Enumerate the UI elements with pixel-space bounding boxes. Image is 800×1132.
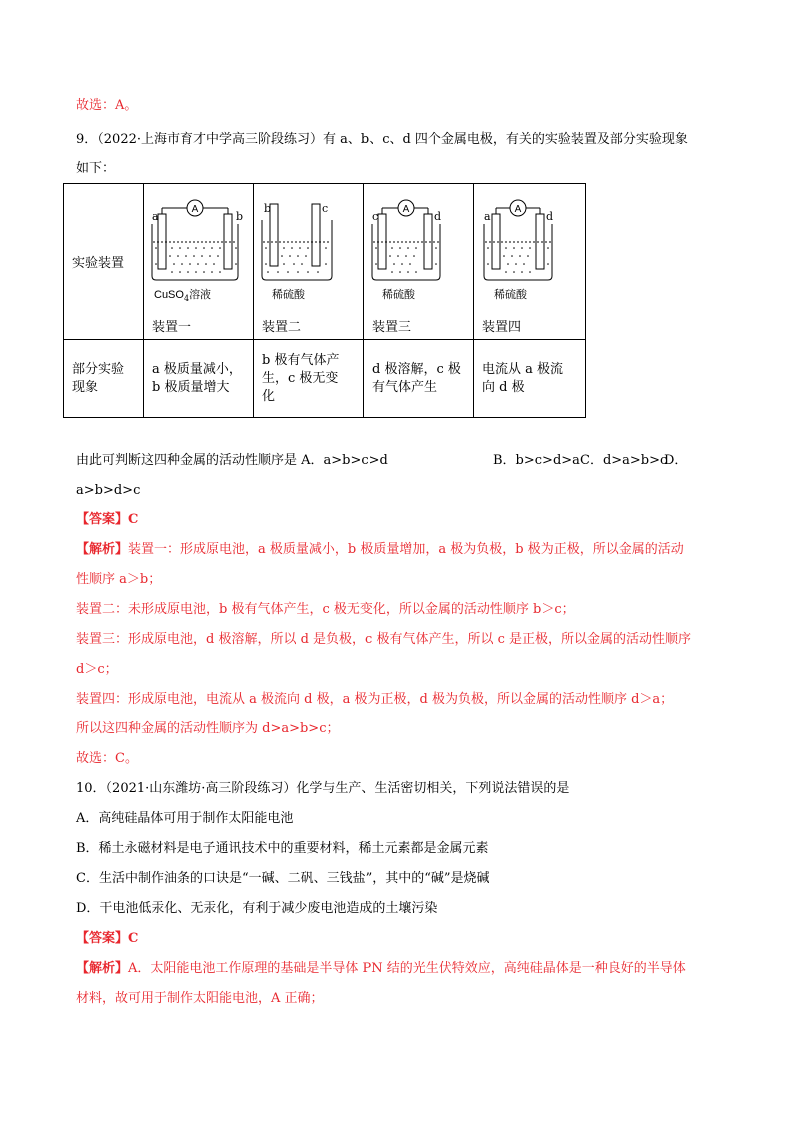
question-10-option-a: A．高纯硅晶体可用于制作太阳能电池 — [76, 811, 294, 826]
device-1-name: 装置一 — [152, 320, 192, 335]
option-d-label: D． — [664, 453, 688, 468]
device-1-left-electrode: a — [152, 210, 159, 223]
device-4-phenomenon: 电流从 a 极流 向 d 极 — [474, 340, 586, 418]
row-label-phenomena — [64, 340, 144, 418]
device-4-right-electrode: d — [546, 210, 554, 223]
analysis-9-line-3: 装置二：未形成原电池，b 极有气体产生，c 极无变化，所以金属的活动性顺序 b＞c； — [76, 602, 575, 617]
device-3-phenomenon: d 极溶解，c 极 有气体产生 — [364, 340, 474, 418]
question-10-option-b: B．稀土永磁材料是电子通讯技术中的重要材料，稀土元素都是金属元素 — [76, 841, 489, 856]
analysis-9-line-8: 故选：C。 — [76, 751, 138, 766]
analysis-9-line-4: 装置三：形成原电池，d 极溶解，所以 d 是负极，c 极有气体产生，所以 c 是正极，所以金属的活动性顺序 — [76, 632, 691, 647]
device-1-right-electrode: b — [236, 210, 244, 223]
device-4-name: 装置四 — [482, 320, 522, 335]
device-4-left-electrode: a — [484, 210, 491, 223]
row-label-phenomena-line-1: 部分实验 — [72, 361, 125, 377]
option-d-value: a>b>d>c — [76, 483, 141, 498]
option-b: B．b>c>d>a — [493, 453, 580, 468]
svg-text:CuSO4溶液 — [154, 287, 211, 303]
device-2-left-electrode: b — [264, 202, 272, 215]
analysis-10-line-1: 【解析】A．太阳能电池工作原理的基础是半导体 PN 结的光生伏特效应，高纯硅晶体是一种良好的半导体 — [76, 961, 686, 976]
device-1-solution-rest: 溶液 — [189, 288, 212, 301]
device-1-solution: CuSO — [154, 289, 184, 301]
question-10-option-d: D．干电池低汞化、无汞化，有利于减少废电池造成的土壤污染 — [76, 901, 438, 916]
analysis-9-line-5: d＞c； — [76, 662, 118, 677]
question-10-option-c: C．生活中制作油条的口诀是“一碱、二矾、三钱盐”，其中的“碱”是烧碱 — [76, 871, 490, 886]
device-3-left-electrode: c — [372, 210, 379, 223]
device-4-solution: 稀硫酸 — [494, 288, 527, 301]
analysis-9-line-2: 性顺序 a＞b； — [76, 572, 162, 587]
device-1-phenomenon: a 极质量减小， b 极质量增大 — [144, 340, 254, 418]
device-1-cell — [144, 184, 254, 340]
question-9-line-2: 如下： — [76, 161, 116, 176]
device-2-phenomenon: b 极有气体产 生，c 极无变 化 — [254, 340, 364, 418]
row-label-apparatus: 实验装置 — [64, 184, 144, 340]
device-2-name: 装置二 — [262, 320, 302, 335]
device-3-right-electrode: d — [434, 210, 442, 223]
answer-9: 【答案】C — [76, 512, 139, 527]
device-3-solution: 稀硫酸 — [382, 288, 415, 301]
question-9-conclusion: 由此可判断这四种金属的活动性顺序是 A．a>b>c>d — [76, 453, 388, 468]
analysis-9-line-7: 所以这四种金属的活动性顺序为 d>a>b>c； — [76, 721, 340, 736]
device-3-name: 装置三 — [372, 320, 412, 335]
analysis-9-tag: 【解析】 — [76, 542, 129, 557]
experiment-table — [63, 183, 586, 418]
device-3-ammeter-label: A — [402, 204, 410, 215]
question-10: 10．（2021·山东潍坊·高三阶段练习）化学与生产、生活密切相关，下列说法错误的是 — [76, 781, 570, 796]
device-2-right-electrode: c — [322, 202, 329, 215]
device-2-solution: 稀硫酸 — [272, 288, 305, 301]
analysis-9-line-6: 装置四：形成原电池，电流从 a 极流向 d 极，a 极为正极，d 极为负极，所以金属的活动性顺序 d＞a； — [76, 692, 674, 707]
analysis-10-line-2: 材料，故可用于制作太阳能电池，A 正确； — [76, 991, 324, 1006]
answer-10: 【答案】C — [76, 931, 139, 946]
option-c: C．d>a>b>c — [580, 453, 668, 468]
analysis-10-tag: 【解析】 — [76, 961, 129, 976]
device-2-cell — [254, 184, 364, 340]
device-4-ammeter-label: A — [514, 204, 522, 215]
row-label-phenomena-line-2: 现象 — [72, 379, 99, 395]
device-4-cell — [474, 184, 586, 340]
analysis-9-line-1: 【解析】装置一：形成原电池，a 极质量减小，b 极质量增加，a 极为负极，b 极为正极，所以金属的活动 — [76, 542, 684, 557]
prev-answer-line: 故选：A。 — [76, 98, 138, 113]
device-1-solution-subscript: 4 — [183, 294, 190, 303]
question-9-line-1: 9．（2022·上海市育才中学高三阶段练习）有 a、b、c、d 四个金属电极，有关的实验装置及部分实验现象 — [76, 132, 688, 147]
device-3-cell — [364, 184, 474, 340]
device-1-ammeter-label: A — [191, 204, 199, 215]
